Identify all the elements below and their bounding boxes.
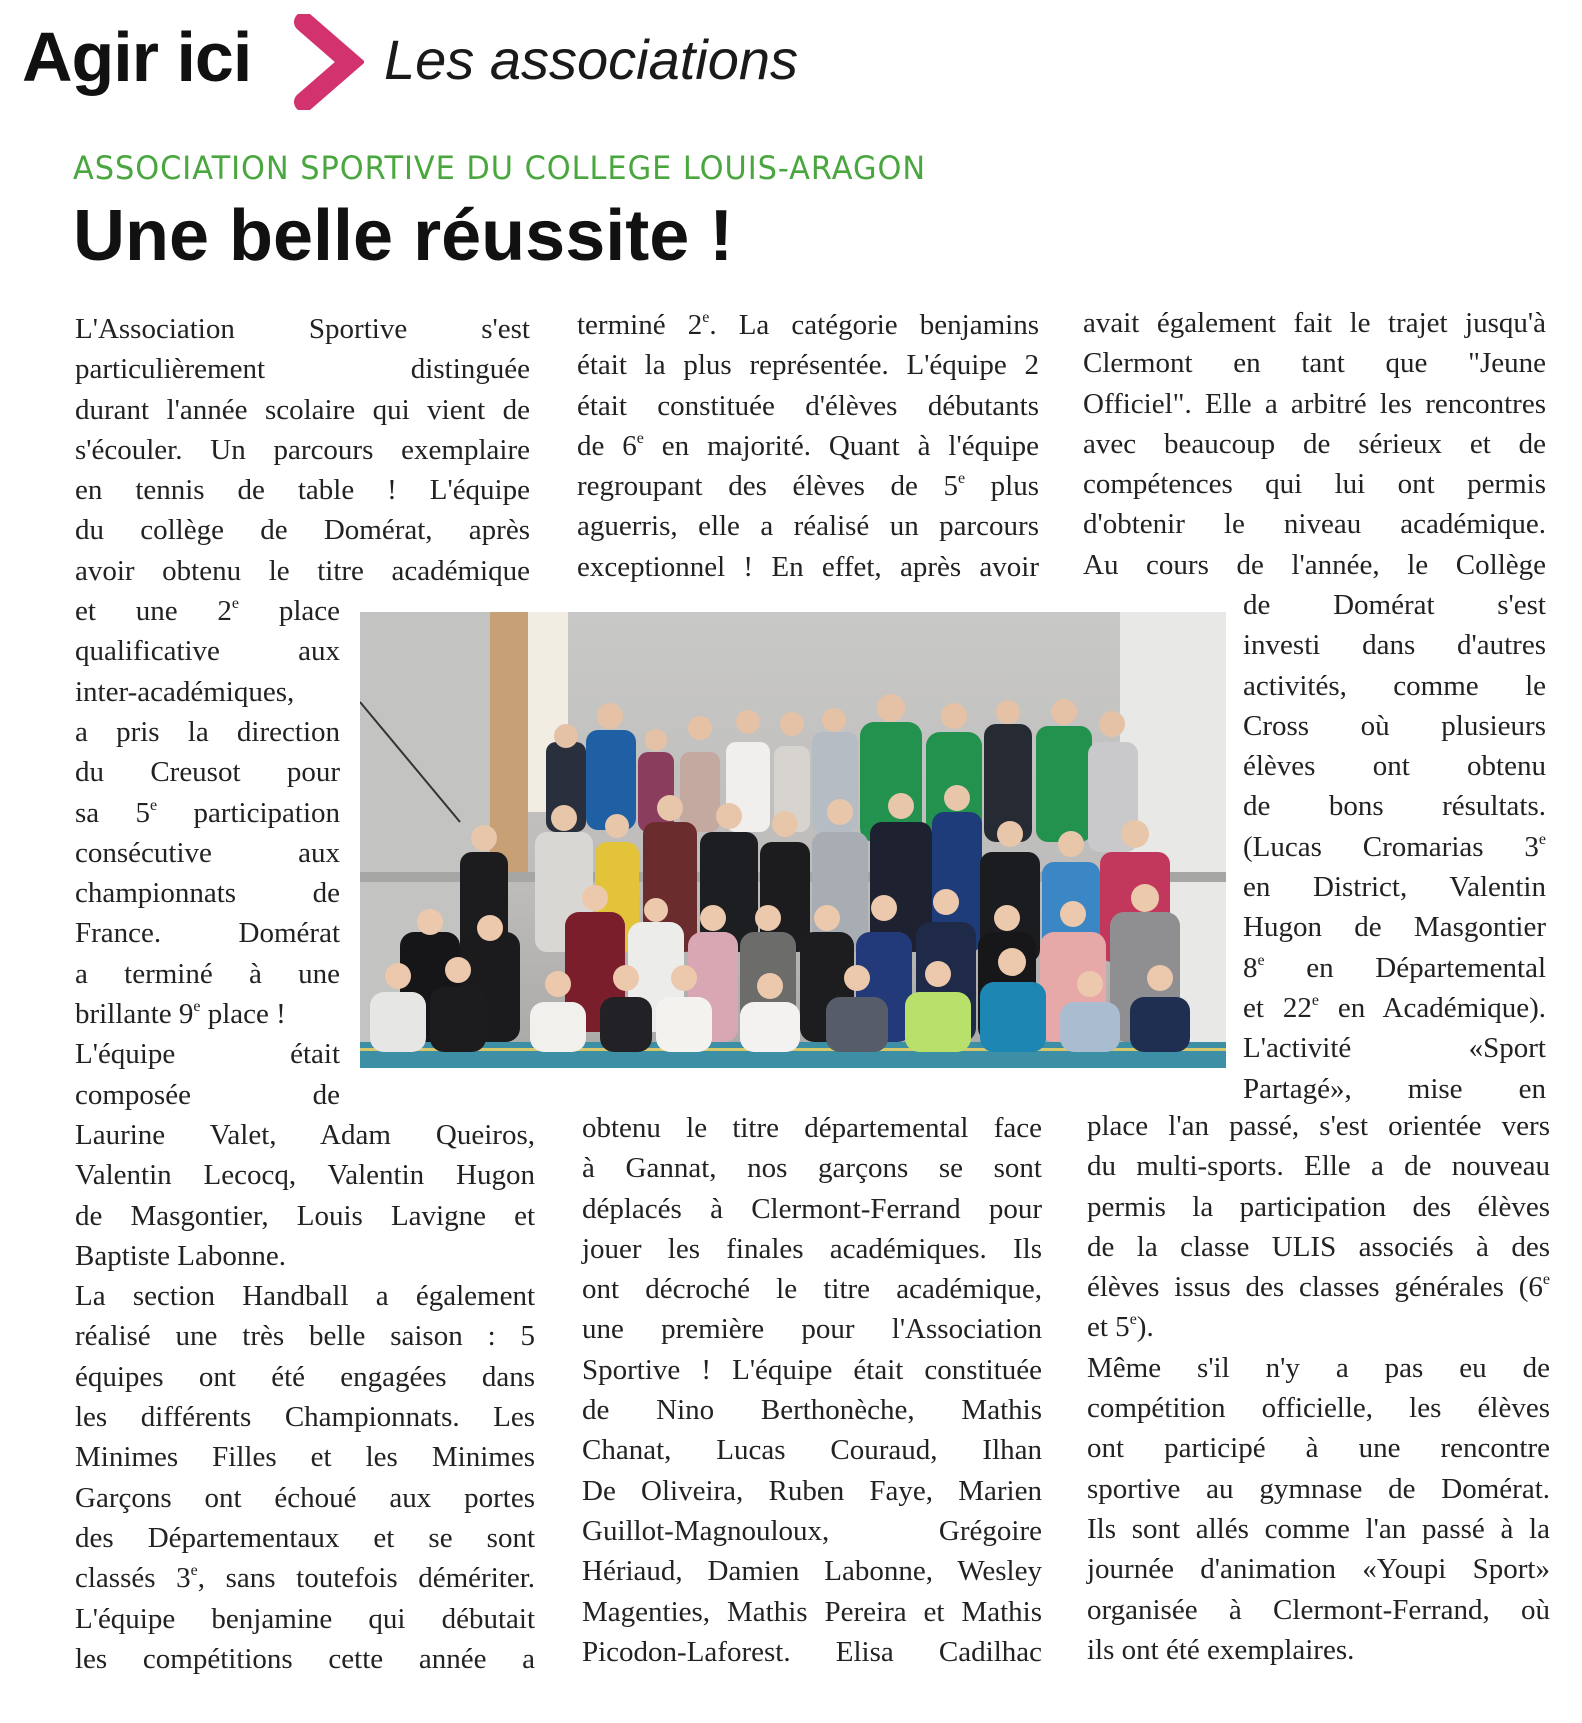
text-line: les compétitions cette année a xyxy=(75,1642,535,1675)
article-column-3-wrap xyxy=(1243,585,1546,1109)
text-line: journée d'animation «Youpi Sport» xyxy=(1087,1553,1550,1586)
text-line: une première pour l'Association xyxy=(582,1313,1042,1346)
text-line: organisée à Clermont-Ferrand, où xyxy=(1087,1593,1550,1626)
article-column-3-top xyxy=(1083,303,1546,585)
article-column-2-bottom xyxy=(582,1108,1042,1672)
text-line: qualificative aux xyxy=(75,635,340,668)
ordinal-suffix: e xyxy=(636,429,644,447)
text-line: du Creusot pour xyxy=(75,756,340,789)
text-line: Valentin Lecocq, Valentin Hugon xyxy=(75,1159,535,1192)
text-line: les différents Championnats. Les xyxy=(75,1401,535,1434)
text-line: Au cours de l'année, le Collège xyxy=(1083,548,1546,581)
text-line: ont participé à une rencontre xyxy=(1087,1432,1550,1465)
text-line: et 22e en Académique). xyxy=(1243,991,1546,1024)
text-line: exceptionnel ! En effet, après avoir xyxy=(577,550,1039,583)
group-photo-image xyxy=(360,612,1226,1068)
text-line: de Nino Berthonèche, Mathis xyxy=(582,1394,1042,1427)
text-line: déplacés à Clermont-Ferrand pour xyxy=(582,1192,1042,1225)
text-line: permis la participation des élèves xyxy=(1087,1190,1550,1223)
text-line: Clermont en tant que "Jeune xyxy=(1083,347,1546,380)
text-line: du collège de Domérat, après xyxy=(75,514,530,547)
text-line: durant l'année scolaire qui vient de xyxy=(75,393,530,426)
text-line: L'Association Sportive s'est xyxy=(75,313,530,345)
text-line: Baptiste Labonne. xyxy=(75,1239,287,1272)
text-line: jouer les finales académiques. Ils xyxy=(582,1232,1042,1265)
text-line: Garçons ont échoué aux portes xyxy=(75,1481,535,1514)
text-line: terminé 2e. La catégorie benjamins xyxy=(577,309,1039,341)
text-line: (Lucas Cromarias 3e xyxy=(1243,830,1546,863)
ordinal-suffix: e xyxy=(150,796,158,814)
ordinal-suffix: e xyxy=(702,309,710,326)
text-line: place l'an passé, s'est orientée vers xyxy=(1087,1110,1550,1142)
text-line: brillante 9e place ! xyxy=(75,998,286,1031)
text-line: inter-académiques, xyxy=(75,675,295,708)
text-line: élèves issus des classes générales (6e xyxy=(1087,1271,1550,1304)
text-line: en tennis de table ! L'équipe xyxy=(75,474,530,507)
text-line: de la classe ULIS associés à des xyxy=(1087,1230,1550,1263)
article-column-2-top xyxy=(577,305,1039,587)
text-line: sportive au gymnase de Domérat. xyxy=(1087,1472,1550,1505)
text-line: compétences qui lui ont permis xyxy=(1083,468,1546,501)
ordinal-suffix: e xyxy=(1542,1271,1550,1289)
ordinal-suffix: e xyxy=(1538,830,1546,848)
article-kicker: ASSOCIATION SPORTIVE DU COLLEGE LOUIS-ARAGON xyxy=(73,149,927,187)
text-line: Laurine Valet, Adam Queiros, xyxy=(75,1118,535,1151)
text-line: ont décroché le titre académique, xyxy=(582,1273,1042,1306)
text-line: Ils sont allés comme l'an passé à la xyxy=(1087,1512,1550,1545)
text-line: d'obtenir le niveau académique. xyxy=(1083,508,1546,541)
text-line: La section Handball a également xyxy=(75,1280,535,1313)
text-line: Guillot-Magnouloux, Grégoire xyxy=(582,1514,1042,1547)
text-line: Hériaud, Damien Labonne, Wesley xyxy=(582,1555,1042,1588)
text-line: des Départementaux et se sont xyxy=(75,1521,535,1554)
text-line: avoir obtenu le titre académique xyxy=(75,554,530,587)
text-line: aguerris, elle a réalisé un parcours xyxy=(577,510,1039,543)
ordinal-suffix: e xyxy=(190,1562,198,1580)
text-line: Picodon-Laforest. Elisa Cadilhac xyxy=(582,1635,1042,1668)
text-line: sa 5e participation xyxy=(75,796,340,829)
text-line: avait également fait le trajet jusqu'à xyxy=(1083,307,1546,339)
text-line: de 6e en majorité. Quant à l'équipe xyxy=(577,429,1039,462)
text-line: Magenties, Mathis Pereira et Mathis xyxy=(582,1595,1042,1628)
text-line: regroupant des élèves de 5e plus xyxy=(577,470,1039,503)
article-headline: Une belle réussite ! xyxy=(73,196,734,276)
section-subtitle: Les associations xyxy=(384,28,799,91)
text-line: investi dans d'autres xyxy=(1243,629,1546,662)
text-line: en District, Valentin xyxy=(1243,871,1546,904)
text-line: de Domérat s'est xyxy=(1243,589,1546,621)
text-line: du multi-sports. Elle a de nouveau xyxy=(1087,1150,1550,1183)
text-line: Sportive ! L'équipe était constituée xyxy=(582,1353,1042,1386)
text-line: L'équipe benjamine qui débutait xyxy=(75,1602,535,1635)
text-line: Officiel". Elle a arbitré les rencontres xyxy=(1083,387,1546,420)
text-line: 8e en Départemental xyxy=(1243,951,1546,984)
text-line: De Oliveira, Ruben Faye, Marien xyxy=(582,1474,1042,1507)
text-line: Partagé», mise en xyxy=(1243,1072,1546,1105)
ordinal-suffix: e xyxy=(957,470,966,488)
text-line: classés 3e, sans toutefois démériter. xyxy=(75,1562,535,1595)
group-photo xyxy=(360,612,1226,1068)
text-line: composée de xyxy=(75,1078,340,1111)
text-line: était constituée d'élèves débutants xyxy=(577,389,1039,422)
text-line: Minimes Filles et les Minimes xyxy=(75,1441,535,1474)
text-line: à Gannat, nos garçons se sont xyxy=(582,1152,1042,1185)
text-line: élèves ont obtenu xyxy=(1243,750,1546,783)
text-line: particulièrement distinguée xyxy=(75,353,530,386)
ordinal-suffix: e xyxy=(1257,951,1265,969)
article-column-3-bottom xyxy=(1087,1106,1550,1670)
text-line: de Masgontier, Louis Lavigne et xyxy=(75,1199,535,1232)
text-line: Chanat, Lucas Couraud, Ilhan xyxy=(582,1434,1042,1467)
text-line: s'écouler. Un parcours exemplaire xyxy=(75,433,530,466)
text-line: équipes ont été engagées dans xyxy=(75,1360,535,1393)
ordinal-suffix: e xyxy=(231,595,240,613)
text-line: compétition officielle, les élèves xyxy=(1087,1392,1550,1425)
text-line: France. Domérat xyxy=(75,917,340,950)
text-line: a pris la direction xyxy=(75,715,340,748)
text-line: L'activité «Sport xyxy=(1243,1032,1546,1065)
ordinal-suffix: e xyxy=(1311,991,1319,1009)
text-line: Hugon de Masgontier xyxy=(1243,911,1546,944)
chevron-right-icon xyxy=(292,14,364,110)
text-line: Cross où plusieurs xyxy=(1243,709,1546,742)
section-title: Agir ici xyxy=(22,18,252,96)
text-line: de bons résultats. xyxy=(1243,790,1546,823)
text-line: réalisé une très belle saison : 5 xyxy=(75,1320,535,1353)
text-line: et 5e). xyxy=(1087,1311,1154,1344)
ordinal-suffix: e xyxy=(193,998,201,1016)
text-line: L'équipe était xyxy=(75,1038,340,1071)
text-line: et une 2e place xyxy=(75,595,340,628)
ordinal-suffix: e xyxy=(1129,1311,1137,1329)
text-line: était la plus représentée. L'équipe 2 xyxy=(577,349,1039,382)
text-line: consécutive aux xyxy=(75,836,340,869)
text-line: avec beaucoup de sérieux et de xyxy=(1083,427,1546,460)
text-line: a terminé à une xyxy=(75,957,340,990)
text-line: activités, comme le xyxy=(1243,669,1546,702)
text-line: Même s'il n'y a pas eu de xyxy=(1087,1351,1550,1384)
text-line: ils ont été exemplaires. xyxy=(1087,1633,1355,1666)
text-line: championnats de xyxy=(75,877,340,910)
text-line: obtenu le titre départemental face xyxy=(582,1112,1042,1144)
